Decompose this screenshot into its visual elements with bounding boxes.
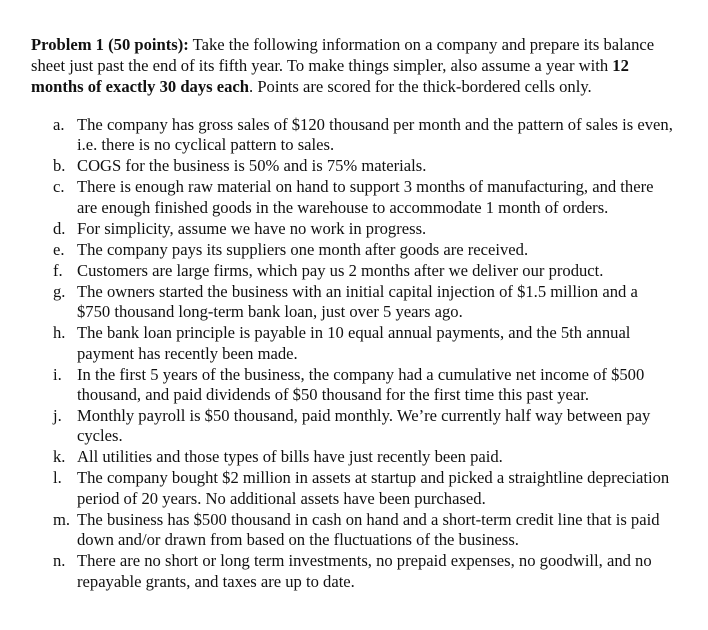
list-item-text: In the first 5 years of the business, the company had a cumulative net income of $500 thousand, and paid dividends of $50 thousand for the first time this past year. bbox=[77, 364, 645, 405]
list-item-text: The company pays its suppliers one month after goods are received. bbox=[77, 239, 529, 259]
list-marker: d. bbox=[53, 218, 66, 238]
problem-intro bbox=[31, 34, 674, 97]
list-item-g bbox=[53, 282, 674, 323]
intro-text-2: . Points are scored for the thick-bordered cells only. bbox=[249, 77, 592, 96]
list-item-text: There is enough raw material on hand to support 3 months of manufacturing, and there are enough finished goods in the warehouse to accommodate 1 month of orders. bbox=[77, 177, 654, 217]
list-marker: h. bbox=[53, 323, 66, 343]
list-item-f bbox=[53, 261, 674, 281]
list-item-b bbox=[53, 156, 674, 176]
list-item-l bbox=[53, 468, 674, 509]
list-item-text: All utilities and those types of bills have just recently been paid. bbox=[77, 447, 503, 467]
list-item-n bbox=[53, 551, 674, 592]
list-marker: m. bbox=[53, 509, 71, 529]
intro-bold-text: 12 months of exactly 30 days each bbox=[31, 56, 629, 96]
list-item-text: The bank loan principle is payable in 10 equal annual payments, and the 5th annual payment has recently been made. bbox=[77, 323, 631, 363]
list-marker: k. bbox=[53, 447, 66, 467]
list-marker: i. bbox=[53, 364, 62, 384]
list-item-i bbox=[53, 365, 674, 406]
assumption-list bbox=[31, 115, 674, 592]
list-marker: g. bbox=[53, 281, 66, 301]
list-marker: b. bbox=[53, 156, 66, 176]
list-item-c bbox=[53, 177, 674, 218]
list-item-e bbox=[53, 240, 674, 260]
list-marker: n. bbox=[53, 551, 66, 571]
problem-heading: Problem 1 (50 points): bbox=[31, 35, 189, 54]
list-item-text: Customers are large firms, which pay us 2 months after we deliver our product. bbox=[77, 260, 604, 280]
list-item-text: There are no short or long term investments, no prepaid expenses, no goodwill, and no repayable grants, and taxes are up to date. bbox=[77, 551, 652, 591]
list-item-j bbox=[53, 406, 674, 447]
list-item-m bbox=[53, 510, 674, 551]
list-item-k bbox=[53, 447, 674, 467]
list-marker: f. bbox=[53, 260, 63, 280]
list-item-h bbox=[53, 323, 674, 364]
list-item-text: The owners started the business with an initial capital injection of $1.5 million and a $750 thousand long-term bank loan, just over 5 years ago. bbox=[77, 281, 638, 322]
list-item-text: The company has gross sales of $120 thousand per month and the pattern of sales is even, i.e. there is no cyclical pattern to sales. bbox=[77, 115, 673, 155]
list-item-text: The company bought $2 million in assets at startup and picked a straightline depreciation period of 20 years. No additional assets have been purchased. bbox=[77, 468, 670, 508]
list-marker: e. bbox=[53, 239, 65, 259]
list-marker: a. bbox=[53, 115, 65, 134]
list-item-d bbox=[53, 219, 674, 239]
list-item-a bbox=[53, 115, 674, 156]
list-marker: l. bbox=[53, 468, 62, 488]
list-item-text: The business has $500 thousand in cash on hand and a short-term credit line that is paid down and/or drawn from based on the fluctuations of the business. bbox=[77, 509, 660, 550]
list-item-text: COGS for the business is 50% and is 75% materials. bbox=[77, 156, 427, 176]
list-item-text: Monthly payroll is $50 thousand, paid monthly. We’re currently half way between pay cycles. bbox=[77, 406, 651, 446]
list-marker: j. bbox=[53, 406, 62, 426]
list-item-text: For simplicity, assume we have no work in progress. bbox=[77, 218, 427, 238]
list-marker: c. bbox=[53, 177, 65, 197]
intro-text-1: Take the following information on a company and prepare its balance sheet just past the end of its fifth year. To make things simpler, also assume a year with bbox=[31, 35, 655, 75]
